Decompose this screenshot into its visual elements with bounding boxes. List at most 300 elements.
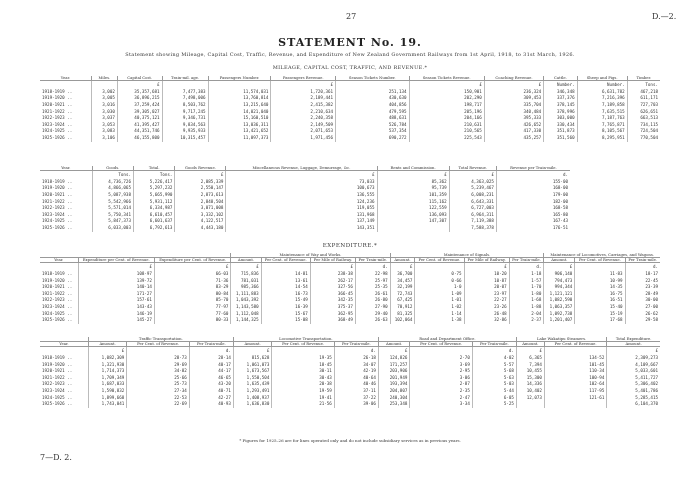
unit-cell: £	[377, 171, 449, 179]
value-cell: 2,550,147	[175, 185, 226, 192]
table-row	[40, 225, 570, 232]
year-cell: 1925-1926 ..	[42, 317, 73, 323]
year-cell: 1918-1919 ..	[42, 354, 73, 360]
value-cell: 9,935,933	[162, 128, 208, 135]
value-cell: 6,631,782	[577, 89, 627, 96]
value-cell: 26·18	[334, 355, 378, 362]
value-cell: 5,542,966	[92, 199, 133, 206]
value-cell: 13,215,640	[208, 102, 271, 109]
value-cell: 6,643,331	[449, 199, 496, 206]
value-cell: 906,140	[544, 271, 575, 278]
value-cell: 168·00	[496, 185, 570, 192]
value-cell: 2,210,634	[271, 109, 336, 116]
value-cell: 102·64	[544, 381, 606, 388]
value-cell: 37·11	[334, 388, 378, 395]
value-cell: 6,365	[516, 355, 544, 362]
year-cell: 1921-1922 ..	[42, 374, 73, 380]
statement-title: STATEMENT No. 19.	[278, 36, 422, 49]
value-cell: 15,160,510	[208, 115, 271, 122]
year-cell: 1918-1919 ..	[42, 88, 73, 94]
value-cell: 378,996	[544, 109, 577, 116]
column-header: Passengers Revenue.	[271, 76, 336, 81]
unit-cell: £	[516, 347, 544, 355]
column-header: Timber.	[627, 76, 660, 81]
value-cell: 67,425	[390, 297, 415, 304]
column-header: Amount.	[231, 258, 261, 263]
value-cell: 13·61	[261, 278, 310, 285]
column-header: Year.	[40, 76, 91, 81]
value-cell: 225,543	[409, 135, 484, 142]
column-header: Amount.	[88, 342, 127, 347]
value-cell: 303,000	[544, 115, 577, 122]
value-cell: 346,348	[544, 89, 577, 96]
column-header: Per Cent. of Revenue.	[415, 258, 464, 263]
table-row	[40, 304, 660, 311]
value-cell: 171,257	[378, 362, 409, 369]
value-cell: 2,071,653	[271, 128, 336, 135]
value-cell: 36,896,215	[117, 95, 162, 102]
value-cell: 395,333	[484, 115, 543, 122]
value-cell: 7,635,515	[577, 109, 627, 116]
value-cell: 2,848,504	[175, 199, 226, 206]
unit-cell: £	[175, 171, 226, 179]
unit-cell: £	[310, 263, 355, 271]
unit-cell: £	[88, 347, 127, 355]
value-cell: 4,122,517	[175, 218, 226, 225]
table-row	[40, 212, 570, 219]
value-cell: 236,324	[484, 89, 543, 96]
value-cell: 32·86	[464, 317, 509, 324]
value-cell: 9,717,245	[162, 109, 208, 116]
table-row	[40, 395, 660, 402]
table-row	[40, 205, 570, 212]
value-cell: 110·34	[544, 368, 606, 375]
value-cell: 102,064	[390, 317, 415, 324]
value-cell: 11,097,373	[208, 135, 271, 142]
value-cell: 168·58	[496, 205, 570, 212]
group-header: Lake Wakatipu Steamers.	[516, 337, 606, 342]
year-cell: 1925-1926 ..	[42, 401, 73, 407]
value-cell: 426,652	[484, 122, 543, 129]
value-cell: 14·54	[261, 284, 310, 291]
value-cell: 28·49	[625, 291, 660, 298]
value-cell: 253,348	[378, 401, 409, 408]
value-cell: 6,033,003	[92, 225, 133, 232]
unit-cell: Tons.	[92, 171, 133, 179]
value-cell: 417,330	[484, 128, 543, 135]
value-cell: 611,171	[627, 95, 660, 102]
column-header: Goods.	[92, 166, 133, 171]
year-cell: 1918-1919 ..	[42, 270, 73, 276]
year-cell: 1922-1923 ..	[42, 297, 73, 303]
value-cell: 3,030	[91, 109, 117, 116]
value-cell: 815,628	[233, 355, 272, 362]
value-cell: 119,055	[226, 205, 377, 212]
column-header: Per Train-mile.	[472, 342, 516, 347]
value-cell: 77·97	[154, 304, 230, 311]
unit-cell: £	[154, 263, 230, 271]
expenditure-transport-table	[40, 337, 660, 408]
value-cell: 1·14	[415, 311, 464, 318]
value-cell: 1,082,309	[88, 355, 127, 362]
year-cell: 1920-1921 ..	[42, 284, 73, 290]
value-cell: 430,630	[336, 95, 410, 102]
value-cell: 124,826	[378, 355, 409, 362]
value-cell: 101·45	[544, 362, 606, 369]
value-cell: 1·80	[509, 291, 544, 298]
value-cell: 309,453	[484, 95, 543, 102]
value-cell: 351,560	[544, 135, 577, 142]
value-cell	[516, 401, 544, 408]
value-cell: 5·63	[472, 375, 516, 382]
value-cell: 204,807	[378, 388, 409, 395]
table-row	[40, 401, 660, 408]
value-cell: 4,443,180	[175, 225, 226, 232]
table-row	[40, 381, 660, 388]
value-cell: 10·99	[575, 278, 625, 285]
value-cell: 4·02	[472, 355, 516, 362]
unit-cell	[162, 81, 208, 89]
value-cell: 335,704	[484, 102, 543, 109]
value-cell: 5·03	[472, 381, 516, 388]
column-header: Per Train-mile.	[334, 342, 378, 347]
value-cell: 157·61	[78, 297, 154, 304]
value-cell: 626,651	[627, 109, 660, 116]
value-cell: 15·49	[261, 297, 310, 304]
value-cell: 3·06	[410, 375, 472, 382]
year-cell: 1924-1925 ..	[42, 128, 73, 134]
column-header: Amount.	[233, 342, 272, 347]
value-cell: 2,085,339	[175, 179, 226, 186]
column-header: Total Revenue.	[449, 166, 496, 171]
value-cell: 26·80	[355, 297, 390, 304]
column-header: Sheep and Pigs.	[577, 76, 627, 81]
unit-cell: £	[544, 263, 575, 271]
value-cell: 34,457	[390, 278, 415, 285]
value-cell: 40·17	[189, 362, 233, 369]
value-cell: 330,434	[544, 122, 577, 129]
value-cell: 3,037	[91, 115, 117, 122]
table-row	[40, 199, 570, 206]
value-cell: 2,309,273	[607, 355, 660, 362]
column-header: Per Train-mile.	[355, 258, 390, 263]
year-cell: 1919-1920 ..	[42, 277, 73, 283]
value-cell: 7,119,388	[449, 218, 496, 225]
table-row	[40, 122, 660, 129]
footnote: * Figures for 1925–26 are for lines operated only and do not include subsidiary services as in previous years.	[239, 438, 461, 443]
value-cell: 5,239,467	[449, 185, 496, 192]
column-header: Goods Revenue.	[175, 166, 226, 171]
value-cell: 30·11	[272, 368, 334, 375]
value-cell: 1·09	[415, 291, 464, 298]
value-cell: 3,002	[91, 89, 117, 96]
value-cell: 155·00	[496, 179, 570, 186]
unit-cell	[40, 263, 78, 271]
value-cell: 2,189,441	[271, 95, 336, 102]
year-cell: 1924-1925 ..	[42, 394, 73, 400]
column-header: Miscellaneous Revenue, Luggage, Demurrage, &c.	[226, 166, 377, 171]
table-row	[40, 284, 660, 291]
value-cell: 2,240,358	[271, 115, 336, 122]
value-cell: 3,332,102	[175, 212, 226, 219]
group-header: Traffic Transportation.	[88, 337, 233, 342]
value-cell: 537,354	[336, 128, 410, 135]
value-cell: 5·57	[472, 362, 516, 369]
value-cell: 7,588,378	[449, 225, 496, 232]
value-cell: 1,899,668	[88, 395, 127, 402]
column-header: Season Tickets Revenue.	[409, 76, 484, 81]
value-cell: 121·61	[544, 395, 606, 402]
value-cell: 5,087,938	[92, 192, 133, 199]
unit-cell: Tons.	[627, 81, 660, 89]
column-header: Total.	[133, 166, 174, 171]
unit-cell: d.	[472, 347, 516, 355]
table-row	[40, 317, 660, 324]
value-cell: 72,743	[390, 291, 415, 298]
value-cell: 95,739	[377, 185, 449, 192]
value-cell: 202,290	[409, 95, 484, 102]
value-cell: 10,402	[516, 388, 544, 395]
value-cell: 14,021,040	[208, 109, 271, 116]
unit-cell: d.	[496, 171, 570, 179]
value-cell: 9,346,731	[162, 115, 208, 122]
unit-cell	[40, 171, 92, 179]
value-cell: 3·34	[410, 401, 472, 408]
page-number: 27	[346, 12, 357, 21]
value-cell: 1,143,580	[231, 304, 261, 311]
value-cell: 26·62	[625, 311, 660, 318]
table-row	[40, 192, 570, 199]
column-header: Amount.	[378, 342, 409, 347]
value-cell: 42·19	[334, 368, 378, 375]
value-cell: 21·56	[272, 401, 334, 408]
value-cell: 35,357,681	[117, 89, 162, 96]
column-header: Per Train-mile.	[625, 258, 660, 263]
value-cell: 1,043,392	[231, 297, 261, 304]
value-cell: 15,300	[516, 375, 544, 382]
value-cell: 1,550,504	[233, 375, 272, 382]
value-cell: 1,743,041	[88, 401, 127, 408]
value-cell: 14,336	[516, 381, 544, 388]
value-cell: 143·43	[78, 304, 154, 311]
value-cell: 145·27	[78, 317, 154, 324]
unit-cell: d.	[625, 263, 660, 271]
column-header: Per Cent. of Revenue.	[544, 342, 606, 347]
value-cell: 342·35	[310, 297, 355, 304]
value-cell: 210,565	[409, 128, 484, 135]
value-cell: 1·57	[509, 278, 544, 285]
column-header: Per Mile of Railway.	[464, 258, 509, 263]
value-cell: 39·06	[334, 401, 378, 408]
value-cell: 6,104,370	[607, 401, 660, 408]
value-cell: 351,873	[544, 128, 577, 135]
year-cell: 1922-1923 ..	[42, 205, 73, 211]
value-cell: 66·03	[154, 271, 230, 278]
value-cell: 1·0	[415, 284, 464, 291]
value-cell: 715,836	[231, 271, 261, 278]
value-cell: 13,036,311	[208, 122, 271, 129]
year-cell: 1925-1926 ..	[42, 134, 73, 140]
unit-cell	[272, 347, 334, 355]
value-cell: 7,189,858	[577, 102, 627, 109]
value-cell: 41,395,427	[117, 122, 162, 129]
value-cell: 13,760,814	[208, 95, 271, 102]
value-cell: 10,455	[516, 368, 544, 375]
revenue-table	[40, 166, 570, 232]
value-cell: 29·58	[625, 317, 660, 324]
value-cell: 4,363,025	[449, 179, 496, 186]
value-cell: 198,717	[409, 102, 484, 109]
value-cell: 1,321,930	[88, 362, 127, 369]
table-row	[40, 102, 660, 109]
unit-cell: Number.	[577, 81, 627, 89]
value-cell: 34·07	[334, 362, 378, 369]
value-cell: 340,484	[484, 109, 543, 116]
year-cell: 1923-1924 ..	[42, 211, 73, 217]
unit-cell: £	[226, 171, 377, 179]
value-cell: 1·02	[415, 304, 464, 311]
value-cell: 1·18	[509, 271, 544, 278]
value-cell: 147,307	[377, 218, 449, 225]
value-cell: 179·00	[496, 192, 570, 199]
value-cell: 23·39	[625, 284, 660, 291]
year-cell: 1921-1922 ..	[42, 108, 73, 114]
value-cell: 193,394	[378, 381, 409, 388]
section-mileage-title: MILEAGE, CAPITAL COST, TRAFFIC, AND REVENUE.*	[272, 65, 428, 71]
column-header: Expenditure per Cent. of Revenue.	[78, 258, 154, 263]
value-cell: 6,727,003	[449, 205, 496, 212]
value-cell: 27·34	[127, 388, 189, 395]
value-cell: 8,105,567	[577, 128, 627, 135]
value-cell: 5,665,990	[133, 192, 174, 199]
value-cell: 203,906	[378, 368, 409, 375]
value-cell: 28·14	[189, 355, 233, 362]
table-row	[40, 109, 660, 116]
value-cell: 34·82	[127, 368, 189, 375]
value-cell: 6,792,613	[133, 225, 174, 232]
value-cell: 146·19	[78, 311, 154, 318]
value-cell: 467,218	[627, 89, 660, 96]
expenditure-maintenance-table	[40, 253, 660, 324]
value-cell: 368·49	[310, 317, 355, 324]
table-row	[40, 355, 660, 362]
table-row	[40, 218, 570, 225]
unit-cell: £	[464, 263, 509, 271]
year-cell: 1924-1925 ..	[42, 310, 73, 316]
value-cell: 2·04	[509, 311, 544, 318]
value-cell: 734,115	[627, 122, 660, 129]
value-cell: 3,083	[91, 128, 117, 135]
unit-cell: £	[449, 171, 496, 179]
value-cell: 2,873,613	[175, 192, 226, 199]
value-cell: 1,061,073	[233, 362, 272, 369]
value-cell: 143,351	[226, 225, 377, 232]
value-cell	[544, 401, 606, 408]
value-cell: 14·35	[575, 284, 625, 291]
value-cell: 5,306,402	[607, 381, 660, 388]
value-cell: 5,571,014	[92, 205, 133, 212]
value-cell: 124,236	[226, 199, 377, 206]
value-cell: 30·43	[272, 375, 334, 382]
table-row	[40, 375, 660, 382]
year-cell: 1920-1921 ..	[42, 191, 73, 197]
value-cell: 479,595	[336, 109, 410, 116]
mileage-table	[40, 76, 660, 142]
value-cell: 44,351,746	[117, 128, 162, 135]
year-cell: 1923-1924 ..	[42, 303, 73, 309]
value-cell: 1,092,738	[544, 311, 575, 318]
value-cell: 0·75	[415, 271, 464, 278]
value-cell: 10·87	[464, 278, 509, 285]
value-cell: 22·27	[464, 297, 509, 304]
value-cell: 781,031	[231, 278, 261, 285]
value-cell: 1·68	[509, 297, 544, 304]
value-cell: 7,216,396	[577, 95, 627, 102]
column-header: Expenditure per Cent. of Revenue.	[154, 258, 230, 263]
value-cell: 139·72	[78, 278, 154, 285]
value-cell: 37,259,424	[117, 102, 162, 109]
value-cell: 5,033,601	[607, 368, 660, 375]
unit-cell: £	[607, 347, 660, 355]
value-cell: 26·48	[464, 311, 509, 318]
year-cell: 1920-1921 ..	[42, 368, 73, 374]
value-cell: 46,155,800	[117, 135, 162, 142]
unit-cell: d.	[334, 347, 378, 355]
table-row	[40, 179, 570, 186]
value-cell: 6,601,637	[133, 218, 174, 225]
year-cell: 1923-1924 ..	[42, 387, 73, 393]
table-row	[40, 388, 660, 395]
value-cell: 378,145	[544, 102, 577, 109]
value-cell: 5,226,417	[133, 179, 174, 186]
group-header: Maintenance of Way and Works.	[231, 253, 390, 258]
value-cell: 262·17	[310, 278, 355, 285]
year-cell: 1924-1925 ..	[42, 218, 73, 224]
year-cell: 1921-1922 ..	[42, 198, 73, 204]
value-cell: 11,574,031	[208, 89, 271, 96]
value-cell: 7,498,006	[162, 95, 208, 102]
column-header: Amount.	[390, 258, 415, 263]
value-cell: 1,408,937	[233, 395, 272, 402]
value-cell: 1·01	[415, 297, 464, 304]
unit-cell: d.	[355, 263, 390, 271]
unit-cell	[336, 81, 410, 89]
value-cell: 25·73	[127, 381, 189, 388]
value-cell: 6,334,987	[133, 205, 174, 212]
value-cell: 727,703	[627, 102, 660, 109]
value-cell: 77·60	[154, 311, 230, 318]
value-cell: 2,415,382	[271, 102, 336, 109]
value-cell: 5,931,112	[133, 199, 174, 206]
unit-cell: d.	[189, 347, 233, 355]
value-cell: 115,162	[377, 199, 449, 206]
value-cell: 1,293,491	[233, 388, 272, 395]
value-cell: 3·69	[410, 362, 472, 369]
value-cell: 17·68	[575, 317, 625, 324]
value-cell: 18·45	[272, 362, 334, 369]
value-cell: 1,635,439	[233, 381, 272, 388]
value-cell: 10·20	[464, 271, 509, 278]
value-cell: 32,199	[390, 284, 415, 291]
year-cell: 1922-1923 ..	[42, 115, 73, 121]
value-cell: 6,610,457	[133, 212, 174, 219]
year-cell: 1919-1920 ..	[42, 361, 73, 367]
column-header: Capital Cost.	[117, 76, 162, 81]
value-cell: 10,315,457	[162, 135, 208, 142]
value-cell: 39,305,027	[117, 109, 162, 116]
value-cell: 30·00	[625, 297, 660, 304]
value-cell: 1·70	[509, 284, 544, 291]
